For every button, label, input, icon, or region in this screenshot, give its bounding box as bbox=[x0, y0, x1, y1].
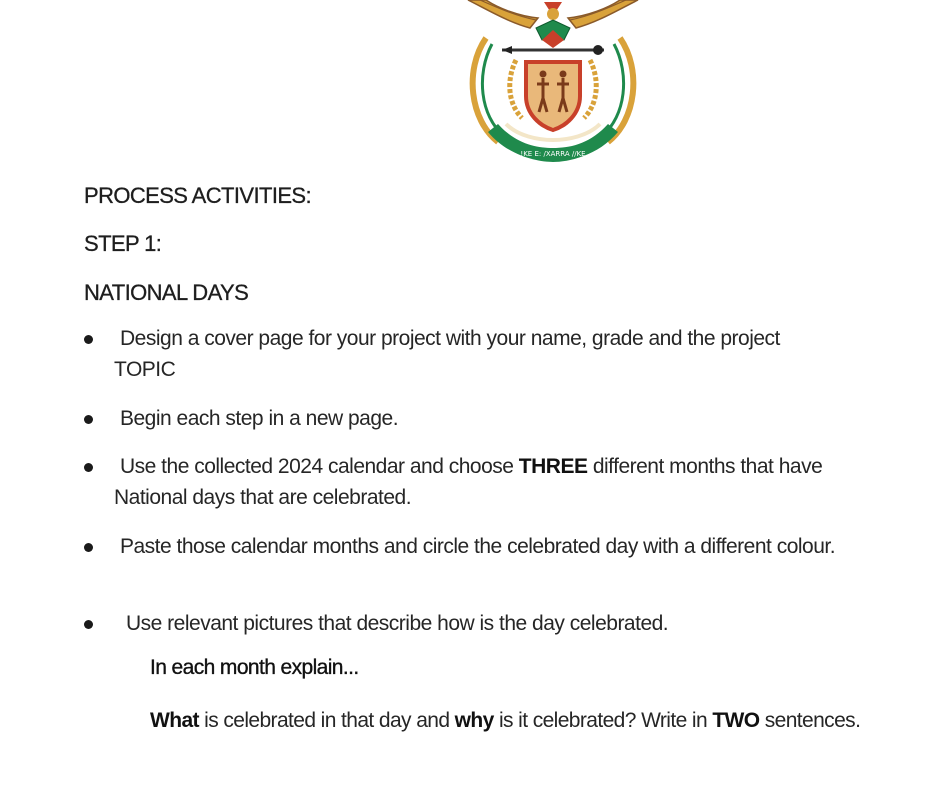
what-word: What bbox=[150, 709, 199, 732]
motto-text: !KE E: /XARRA //KE bbox=[520, 150, 586, 158]
bullet-dot-icon bbox=[84, 543, 93, 552]
list-item bbox=[84, 451, 844, 513]
two-word: TWO bbox=[712, 709, 760, 732]
list-item bbox=[84, 531, 844, 562]
question-part-3: sentences. bbox=[759, 709, 861, 732]
list-item bbox=[84, 608, 844, 639]
question-part-2: is it celebrated? Write in bbox=[493, 709, 713, 732]
emphasis-three: THREE bbox=[518, 455, 588, 478]
list-item-text: Design a cover page for your project with your name, grade and the project TOPIC bbox=[114, 327, 780, 381]
coat-of-arms-icon bbox=[458, 0, 648, 162]
process-activities-heading: PROCESS ACTIVITIES: bbox=[84, 183, 311, 208]
list-item-text: Begin each step in a new page. bbox=[120, 407, 399, 430]
explain-question bbox=[146, 705, 866, 737]
list-item-text: Use relevant pictures that describe how is the day celebrated. bbox=[126, 612, 669, 635]
why-word: why bbox=[454, 709, 494, 732]
list-item-text bbox=[84, 451, 844, 513]
list-item bbox=[84, 403, 844, 434]
list-item-text: Paste those calendar months and circle the celebrated day with a different colour. bbox=[120, 535, 836, 558]
list-item-text-suffix: different months that have National days that are celebrated. bbox=[114, 455, 823, 509]
list-item bbox=[84, 323, 844, 385]
topic-heading: NATIONAL DAYS bbox=[84, 280, 249, 305]
question-part-1: is celebrated in that day and bbox=[198, 709, 455, 732]
bullet-dot-icon bbox=[84, 620, 93, 629]
bullet-dot-icon bbox=[84, 463, 93, 472]
bullet-dot-icon bbox=[84, 335, 93, 344]
step-heading: STEP 1: bbox=[84, 231, 162, 256]
list-item-text-prefix: Use the collected 2024 calendar and choose bbox=[120, 455, 519, 478]
bullet-dot-icon bbox=[84, 415, 93, 424]
explain-intro: In each month explain... bbox=[150, 656, 359, 679]
